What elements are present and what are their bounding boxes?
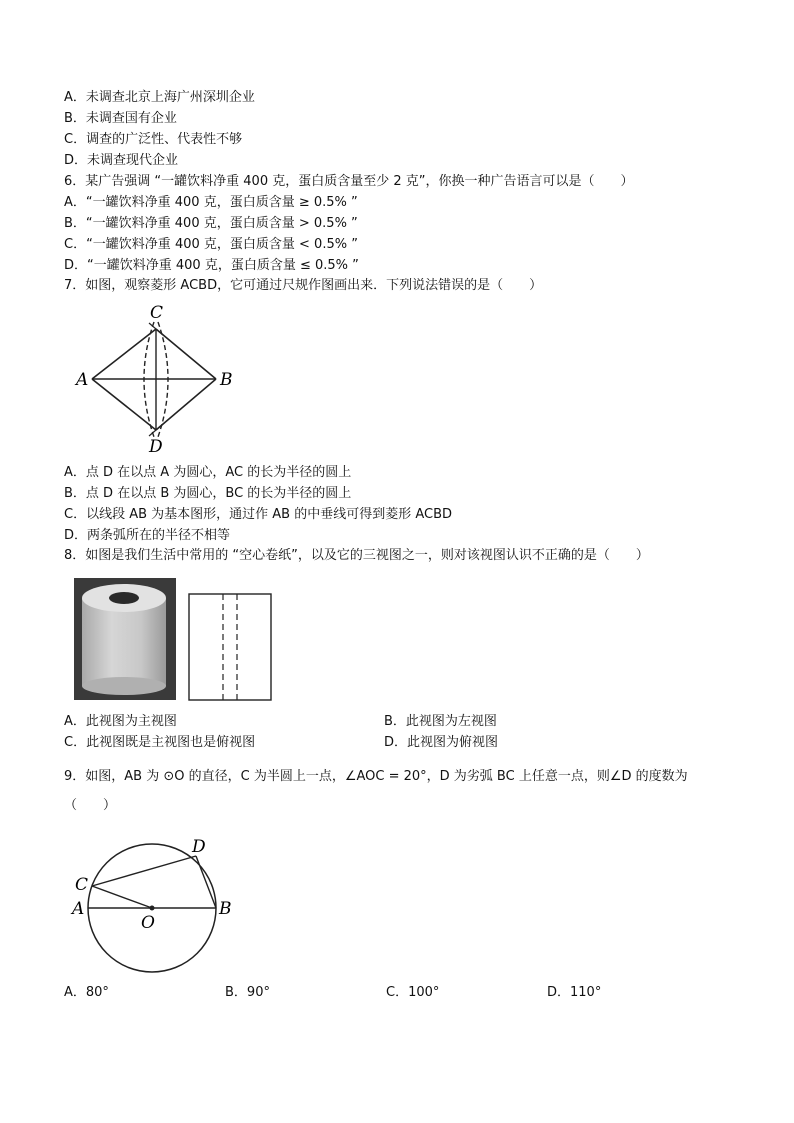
label-b: B bbox=[219, 899, 232, 919]
toilet-paper-photo bbox=[74, 578, 176, 700]
circle-figure bbox=[64, 838, 244, 978]
q7-stem: 7．如图，观察菱形 ACBD，它可通过尺规作图画出来．下列说法错误的是（ ） bbox=[64, 278, 543, 293]
q6-option-a: A．“一罐饮料净重 400 克，蛋白质含量 ≥ 0.5% ” bbox=[64, 195, 358, 210]
label-a: A bbox=[76, 370, 89, 390]
roll-core-hole bbox=[109, 592, 139, 604]
q9-option-b: B．90° bbox=[225, 985, 270, 1000]
q6-option-d: D．“一罐饮料净重 400 克，蛋白质含量 ≤ 0.5% ” bbox=[64, 258, 359, 273]
q9-stem-line1: 9．如图，AB 为 ⊙O 的直径，C 为半圆上一点，∠AOC = 20°，D 为劣弧 BC 上任意一点，则∠D 的度数为 bbox=[64, 769, 688, 784]
view-outline bbox=[189, 594, 271, 700]
q7-option-b: B．点 D 在以点 B 为圆心，BC 的长为半径的圆上 bbox=[64, 486, 352, 501]
center-point bbox=[150, 906, 155, 911]
segment-oc bbox=[92, 886, 152, 908]
q5-option-b: B．未调查国有企业 bbox=[64, 111, 177, 126]
label-d: D bbox=[192, 838, 206, 857]
q5-option-c: C．调查的广泛性、代表性不够 bbox=[64, 132, 243, 147]
q5-option-d: D．未调查现代企业 bbox=[64, 153, 179, 168]
label-a: A bbox=[72, 899, 85, 919]
q6-option-b: B．“一罐饮料净重 400 克，蛋白质含量 > 0.5% ” bbox=[64, 216, 358, 231]
q8-option-a: A．此视图为主视图 bbox=[64, 714, 177, 729]
label-b: B bbox=[220, 370, 233, 390]
segment-cd bbox=[92, 856, 196, 886]
label-d: D bbox=[149, 437, 163, 457]
label-o: O bbox=[141, 913, 155, 933]
label-c: C bbox=[75, 875, 89, 895]
q7-option-c: C．以线段 AB 为基本图形，通过作 AB 的中垂线可得到菱形 ACBD bbox=[64, 507, 453, 522]
segment-db bbox=[196, 856, 216, 908]
q6-option-c: C．“一罐饮料净重 400 克，蛋白质含量 < 0.5% ” bbox=[64, 237, 358, 252]
q8-option-c: C．此视图既是主视图也是俯视图 bbox=[64, 735, 256, 750]
q8-option-d: D．此视图为俯视图 bbox=[384, 735, 499, 750]
q9-option-c: C．100° bbox=[386, 985, 440, 1000]
rhombus-edge-bd bbox=[156, 379, 216, 430]
roll-bottom bbox=[82, 677, 166, 695]
q6-stem: 6．某广告强调 “一罐饮料净重 400 克，蛋白质含量至少 2 克”，你换一种广告语言可以是（ ） bbox=[64, 174, 634, 189]
label-c: C bbox=[150, 303, 164, 323]
q5-option-a: A．未调查北京上海广州深圳企业 bbox=[64, 90, 255, 105]
q9-stem-line2: （ ） bbox=[64, 798, 117, 813]
roll-view-drawing bbox=[187, 592, 273, 702]
q9-option-d: D．110° bbox=[547, 985, 602, 1000]
q8-stem: 8．如图是我们生活中常用的 “空心卷纸”，以及它的三视图之一，则对该视图认识不正确的是（ ） bbox=[64, 548, 649, 563]
q7-option-d: D．两条弧所在的半径不相等 bbox=[64, 528, 231, 543]
rhombus-edge-cb bbox=[156, 329, 216, 379]
q8-option-b: B．此视图为左视图 bbox=[384, 714, 497, 729]
q9-option-a: A．80° bbox=[64, 985, 109, 1000]
rhombus-figure bbox=[64, 300, 244, 460]
q7-option-a: A．点 D 在以点 A 为圆心，AC 的长为半径的圆上 bbox=[64, 465, 352, 480]
